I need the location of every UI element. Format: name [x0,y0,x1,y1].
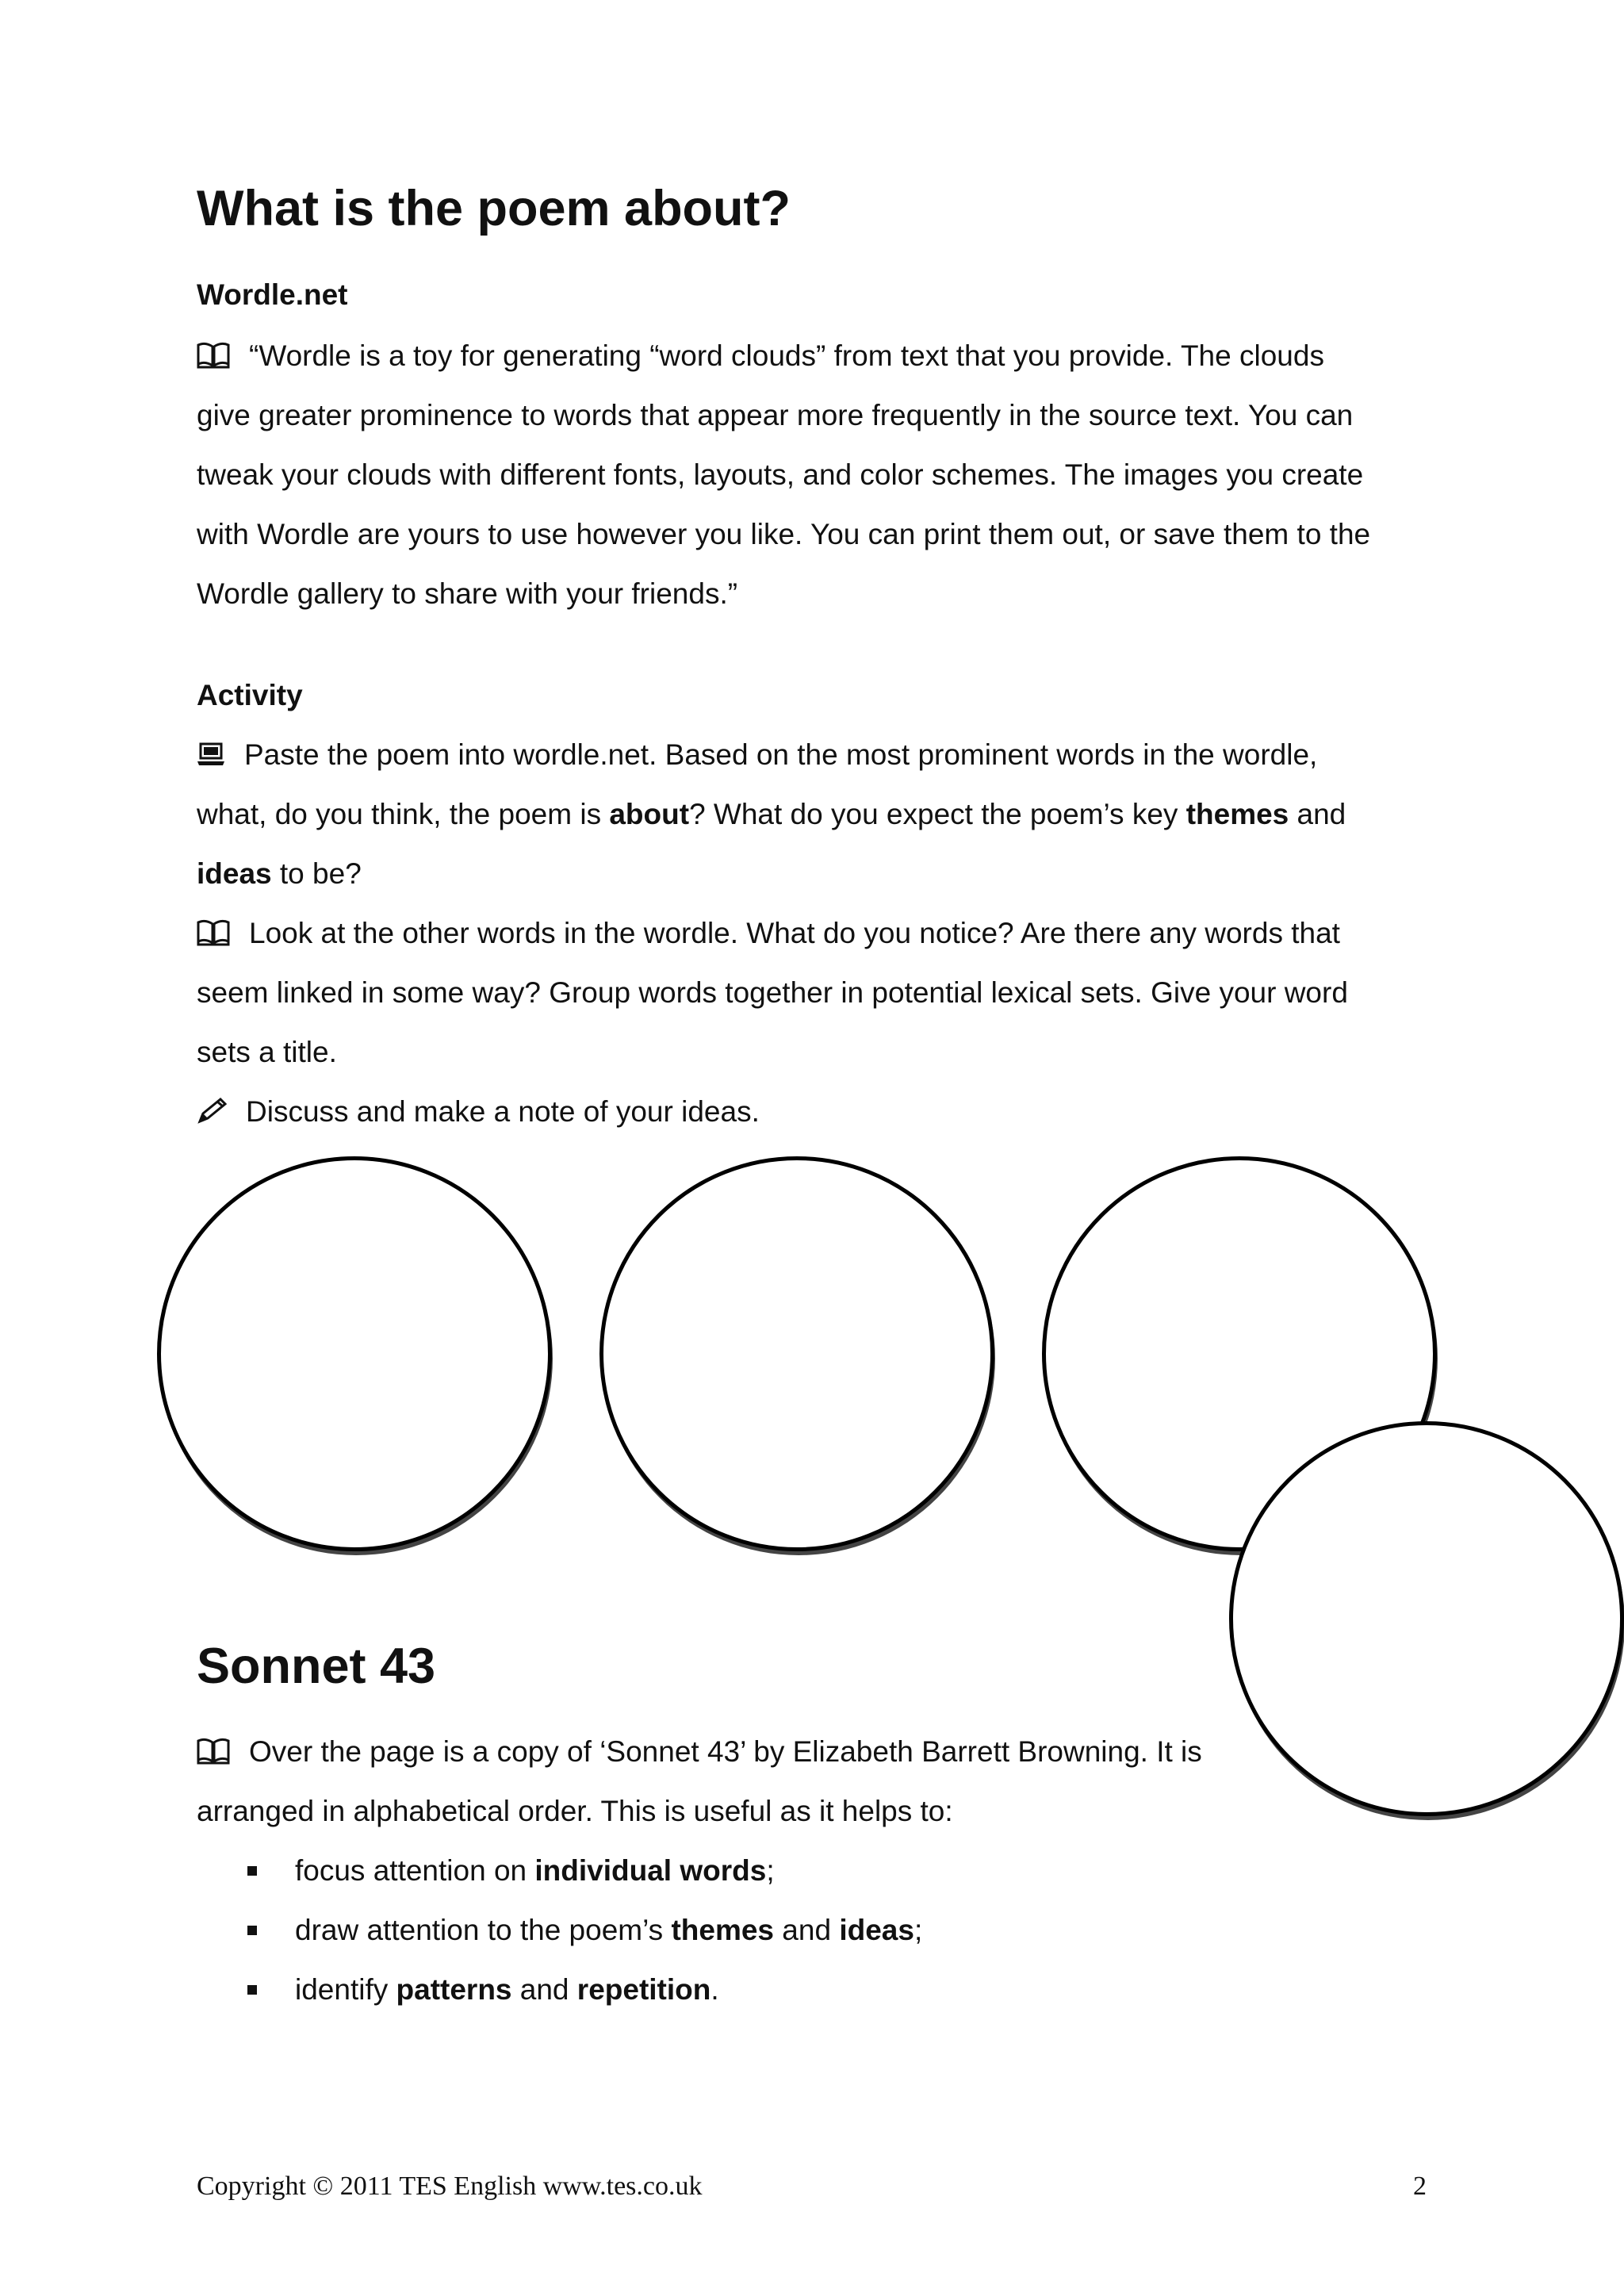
page-number: 2 [1413,2171,1427,2201]
open-book-icon [197,342,230,369]
list-item-2: draw attention to the poem’s themes and ideas; [247,1915,922,1945]
footer-copyright: Copyright © 2011 TES English www.tes.co.uk [197,2171,703,2201]
wordle-quote-line-3: tweak your clouds with different fonts, layouts, and color schemes. The images you create [197,458,1364,491]
bullet-square-icon [247,1866,257,1876]
bullet-square-icon [247,1926,257,1935]
activity-para2-line-2: seem linked in some way? Group words together in potential lexical sets. Give your word [197,976,1348,1009]
open-book-icon [197,1738,230,1765]
sonnet-heading: Sonnet 43 [197,1639,436,1694]
sonnet-intro-line-2: arranged in alphabetical order. This is useful as it helps to: [197,1795,953,1827]
list-item-3: identify patterns and repetition. [247,1975,719,2004]
pencil-icon [197,1098,227,1125]
sonnet-intro-line-1: Over the page is a copy of ‘Sonnet 43’ by Elizabeth Barrett Browning. It is [197,1737,1202,1766]
activity-para1-line-1: Paste the poem into wordle.net. Based on the most prominent words in the wordle, [197,740,1317,769]
page-title: What is the poem about? [197,181,791,236]
wordle-quote-line-5: Wordle gallery to share with your friends.” [197,577,738,610]
list-item-1: focus attention on individual words; [247,1856,775,1885]
activity-para2-line-1: Look at the other words in the wordle. What do you notice? Are there any words that [197,918,1340,948]
wordle-quote-line-1: “Wordle is a toy for generating “word clouds” from text that you provide. The clouds [197,341,1324,370]
laptop-icon [197,741,225,768]
bullet-square-icon [247,1985,257,1995]
wordle-quote-line-2: give greater prominence to words that appear more frequently in the source text. You can [197,399,1354,431]
note-circle-4[interactable] [1229,1421,1624,1816]
activity-para2-line-3: sets a title. [197,1036,337,1068]
note-circle-1[interactable] [157,1156,552,1551]
activity-para1-line-3: ideas to be? [197,857,362,890]
open-book-icon [197,919,230,946]
activity-para1-line-2: what, do you think, the poem is about? What do you expect the poem’s key themes and [197,798,1346,830]
activity-subheading: Activity [197,679,303,711]
activity-para3: Discuss and make a note of your ideas. [197,1097,760,1126]
wordle-subheading: Wordle.net [197,278,348,311]
wordle-quote-line-4: with Wordle are yours to use however you like. You can print them out, or save them to the [197,518,1371,550]
note-circle-2[interactable] [599,1156,994,1551]
